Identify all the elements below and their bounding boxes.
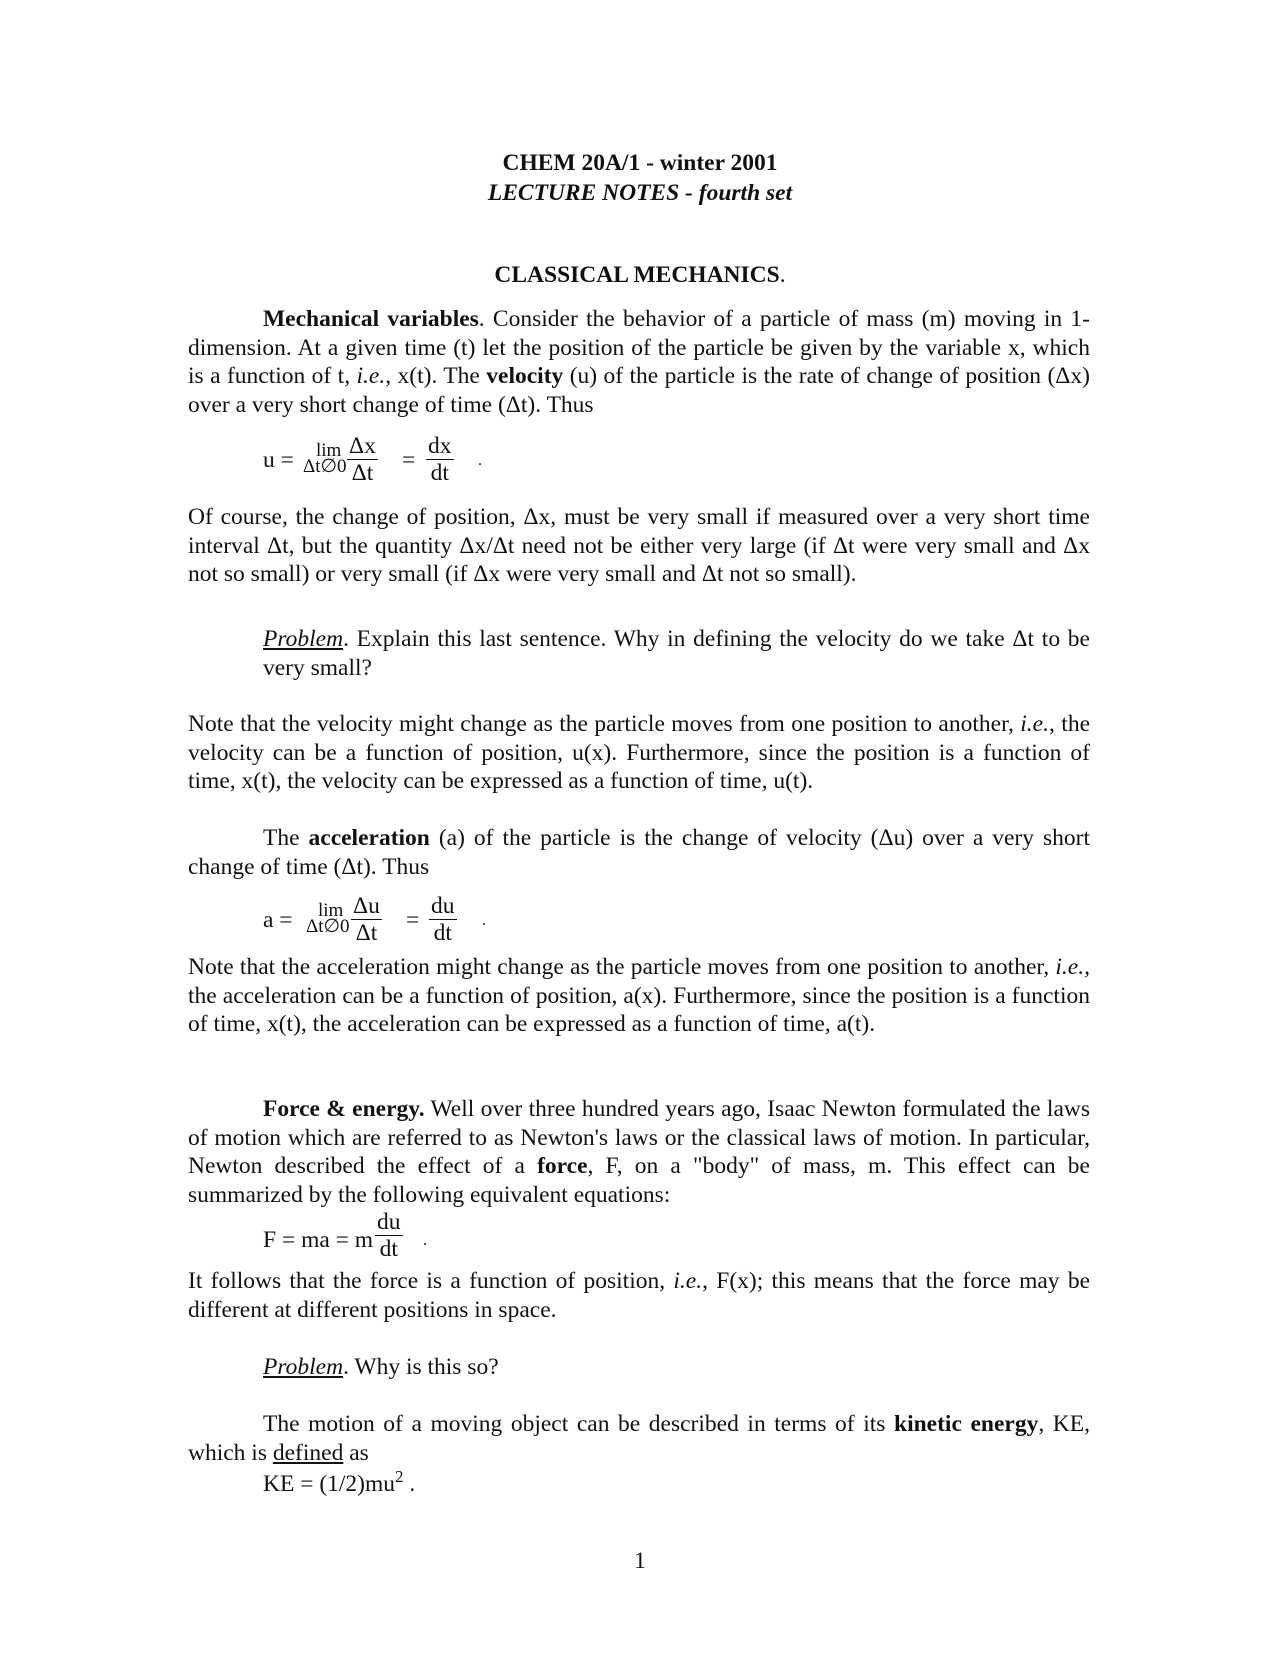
equation-period: . bbox=[478, 452, 482, 469]
equation-period: . bbox=[423, 1232, 427, 1249]
fraction-derivative bbox=[375, 1209, 403, 1262]
equals-sign: = bbox=[406, 907, 420, 933]
problem-why bbox=[263, 1353, 1090, 1382]
problem-label: Problem bbox=[263, 626, 344, 652]
limit-operator: lim bbox=[318, 900, 344, 921]
equation-period: . bbox=[482, 912, 486, 929]
paragraph-text: as bbox=[343, 1439, 369, 1466]
paragraph-text: The motion of a moving object can be described in terms of its bbox=[263, 1411, 894, 1437]
equation-lhs: u = bbox=[263, 447, 294, 473]
fraction-numerator: Δx bbox=[349, 433, 376, 459]
paragraph-force-energy bbox=[188, 1095, 1090, 1209]
paragraph-acceleration-function bbox=[188, 953, 1090, 1039]
fraction-denominator: dt bbox=[426, 459, 454, 486]
fraction-delta bbox=[351, 893, 382, 946]
paragraph-text: the acceleration can be a function of position, a(x). Furthermore, since the position is a function of time, x(t), the acceleration can be expressed as a function of time, a(t). bbox=[188, 982, 1090, 1037]
equation-exponent: 2 bbox=[395, 1467, 404, 1486]
term-velocity: velocity bbox=[486, 363, 564, 389]
limit-subscript: Δt∅0 bbox=[306, 916, 350, 937]
equation-lhs: a = bbox=[263, 907, 293, 933]
fraction-denominator: dt bbox=[375, 1235, 403, 1262]
page-number: 1 bbox=[634, 1548, 646, 1574]
italic-ie: i.e. bbox=[1020, 711, 1049, 737]
equation-period: . bbox=[403, 1470, 416, 1497]
section-title-period: . bbox=[779, 262, 786, 288]
paragraph-text: The bbox=[263, 825, 309, 851]
paragraph-text: . Consider the behavior of a particle of mass (m) moving in 1-dimension. At a given time (t) let the position of the particle be given by the variable x, which is a function of t, bbox=[188, 306, 1090, 389]
paragraph-force-position bbox=[188, 1267, 1090, 1324]
problem-label: Problem bbox=[263, 1354, 344, 1380]
paragraph-mechanical-variables bbox=[188, 305, 1090, 419]
fraction-delta bbox=[347, 433, 378, 486]
paragraph-acceleration bbox=[188, 824, 1090, 881]
paragraph-text: Note that the acceleration might change as the particle moves from one position to another, bbox=[188, 954, 1056, 980]
fraction-derivative bbox=[426, 433, 454, 486]
fraction-numerator: du bbox=[431, 893, 455, 919]
problem-text: . Why is this so? bbox=[343, 1354, 499, 1380]
equation-lhs: F = ma = m bbox=[263, 1227, 374, 1253]
term-force-energy: Force & energy. bbox=[263, 1096, 425, 1122]
fraction-numerator: dx bbox=[428, 433, 452, 459]
section-heading bbox=[0, 262, 1280, 289]
term-mechanical-variables: Mechanical variables bbox=[263, 306, 479, 332]
term-acceleration: acceleration bbox=[308, 825, 430, 851]
paragraph-text: (a) of the particle is the change of velocity (Δu) over a very short change of time (Δt). Thus bbox=[188, 825, 1090, 880]
limit-operator: lim bbox=[316, 440, 342, 461]
paragraph-kinetic-energy bbox=[188, 1410, 1090, 1467]
document-subtitle: LECTURE NOTES - fourth set bbox=[487, 180, 793, 206]
paragraph-change-of-position: Of course, the change of position, Δx, must be very small if measured over a very short time interval Δt, but the quantity Δx/Δt need not be either very large (if Δt were very small and Δx not so small) or very small (if Δx were very small and Δt not so small). bbox=[188, 504, 1090, 587]
document-header bbox=[0, 148, 1280, 208]
course-title: CHEM 20A/1 - winter 2001 bbox=[502, 150, 778, 176]
fraction-numerator: Δu bbox=[353, 893, 380, 919]
paragraph-text: Well over three hundred years ago, Isaac Newton formulated the laws of motion which are referred to as Newton's laws or the classical laws of motion. In particular, Newton described the effect of a bbox=[188, 1096, 1090, 1179]
fraction-denominator: dt bbox=[429, 919, 457, 946]
paragraph-text: , KE, which is bbox=[188, 1411, 1090, 1466]
italic-ie: i.e., bbox=[1055, 954, 1090, 980]
fraction-denominator: Δt bbox=[351, 919, 382, 946]
problem-text: . Explain this last sentence. Why in defining the velocity do we take Δt to be very small? bbox=[263, 626, 1090, 681]
paragraph-text: , x(t). The bbox=[385, 363, 487, 389]
equals-sign: = bbox=[402, 447, 416, 473]
fraction-numerator: du bbox=[377, 1209, 401, 1235]
equation-base: KE = (1/2)mu bbox=[263, 1470, 396, 1497]
paragraph-text: It follows that the force is a function of position, bbox=[188, 1268, 674, 1294]
italic-ie: i.e. bbox=[356, 363, 386, 389]
problem-explain bbox=[263, 625, 1090, 682]
paragraph-velocity-function bbox=[188, 710, 1090, 796]
paragraph-text: , the velocity can be a function of position, u(x). Furthermore, since the position is a function of time, x(t), the velocity can be expressed as a function of time, u(t). bbox=[188, 711, 1090, 794]
italic-ie: i.e. bbox=[673, 1268, 703, 1294]
paragraph-text: (u) of the particle is the rate of change of position (Δx) over a very short change of time (Δt). Thus bbox=[188, 363, 1090, 418]
fraction-denominator: Δt bbox=[347, 459, 378, 486]
fraction-derivative bbox=[429, 893, 457, 946]
section-title: CLASSICAL MECHANICS bbox=[494, 262, 780, 288]
paragraph-text: , F(x); this means that the force may be different at different positions in space. bbox=[188, 1268, 1090, 1323]
term-kinetic-energy: kinetic energy bbox=[894, 1411, 1039, 1437]
underlined-defined: defined bbox=[272, 1439, 344, 1466]
limit-subscript: Δt∅0 bbox=[303, 456, 347, 477]
term-force: force bbox=[537, 1153, 588, 1179]
paragraph-text: Note that the velocity might change as the particle moves from one position to another, bbox=[188, 711, 1021, 737]
equation-kinetic-energy bbox=[263, 1467, 415, 1498]
paragraph-text: , F, on a "body" of mass, m. This effect can be summarized by the following equivalent equations: bbox=[188, 1153, 1090, 1208]
